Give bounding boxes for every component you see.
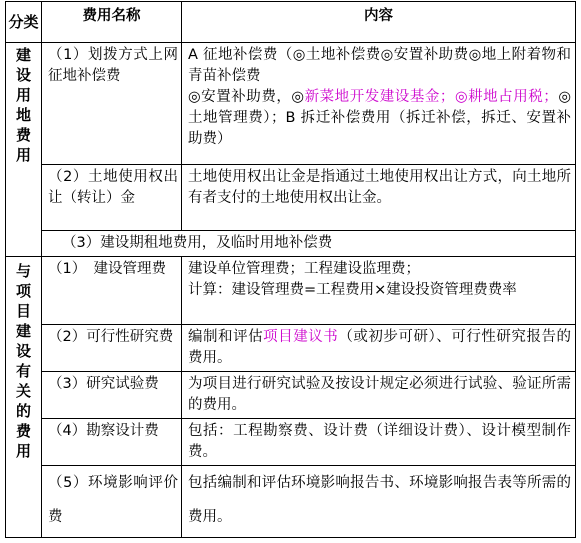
- category-char: 地: [15, 106, 31, 124]
- category-char: 设: [15, 66, 31, 84]
- category-char: 设: [15, 342, 31, 360]
- fee-name: （2）土地使用权出让（转让）金: [42, 165, 182, 231]
- category-char: 有: [15, 362, 31, 380]
- fee-content: 土地使用权出让金是指通过土地使用权出让方式，向土地所有者支付的土地使用权出让金。: [182, 165, 576, 231]
- fee-name: （5）环境影响评价费: [42, 466, 182, 538]
- category-char: 目: [15, 302, 31, 320]
- header-category: [6, 2, 42, 43]
- table-row: [6, 257, 576, 325]
- category-char: 项: [15, 282, 31, 300]
- content-text: 编制和评估: [188, 329, 264, 345]
- category-char: 建: [15, 46, 31, 64]
- fee-content: 包括：工程勘察费、设计费（详细设计费）、设计模型制作费。: [182, 419, 576, 466]
- category-char: 的: [15, 402, 31, 420]
- category-char: 与: [15, 262, 31, 280]
- table-row: [6, 43, 576, 165]
- table-row: [6, 372, 576, 419]
- content-text: 计算：建设管理费=工程费用×建设投资管理费费率: [188, 282, 517, 298]
- fee-content: [182, 325, 576, 372]
- highlight-text: 新菜地开发建设基金；◎耕地占用税；: [304, 89, 558, 105]
- content-text: ◎安置补助费，◎: [188, 89, 305, 105]
- merged-fee-row: （3）建设期租地费用，及临时用地补偿费: [42, 231, 576, 257]
- table-row: [6, 165, 576, 231]
- fee-name: （1）划拨方式上网征地补偿费: [42, 43, 182, 165]
- content-text: A 征地补偿费（◎土地补偿费◎安置补助费◎地上附着物和青苗补偿费: [188, 47, 571, 84]
- fee-name: （2）可行性研究费: [42, 325, 182, 372]
- category-char: 建: [15, 322, 31, 340]
- category-char: 用: [15, 442, 31, 460]
- category-char: 关: [15, 382, 31, 400]
- table-row: [6, 466, 576, 538]
- fee-name: （1） 建设管理费: [42, 257, 182, 325]
- table-header-row: [6, 2, 576, 43]
- highlight-text: 项目建议书: [263, 329, 339, 345]
- category-char: 费: [15, 422, 31, 440]
- table-row: [6, 231, 576, 257]
- fee-content: [182, 43, 576, 165]
- category-cell-project: [6, 257, 42, 538]
- fee-name: （4）勘察设计费: [42, 419, 182, 466]
- table-row: [6, 325, 576, 372]
- fee-content: 包括编制和评估环境影响报告书、环境影响报告表等所需的费用。: [182, 466, 576, 538]
- fee-name: （3）研究试验费: [42, 372, 182, 419]
- category-char: 费: [15, 126, 31, 144]
- category-char: 用: [15, 146, 31, 164]
- category-cell-land: [6, 43, 42, 257]
- header-category-text: 分类: [8, 13, 39, 31]
- fee-content: 为项目进行研究试验及按设计规定必须进行试验、验证所需的费用。: [182, 372, 576, 419]
- content-text: （或初步可研）、可行性研究报告的费用。: [188, 329, 572, 366]
- header-name: 费用名称: [42, 2, 182, 43]
- table-row: [6, 419, 576, 466]
- header-content: 内容: [182, 2, 576, 43]
- content-text: 建设单位管理费；工程建设监理费；: [188, 261, 420, 277]
- category-char: 用: [15, 86, 31, 104]
- fee-content: [182, 257, 576, 325]
- cost-table: [5, 1, 576, 538]
- content-text: ◎土地管理费）；B 拆迁补偿费用（拆迁补偿，拆迁、安置补助费）: [188, 89, 571, 147]
